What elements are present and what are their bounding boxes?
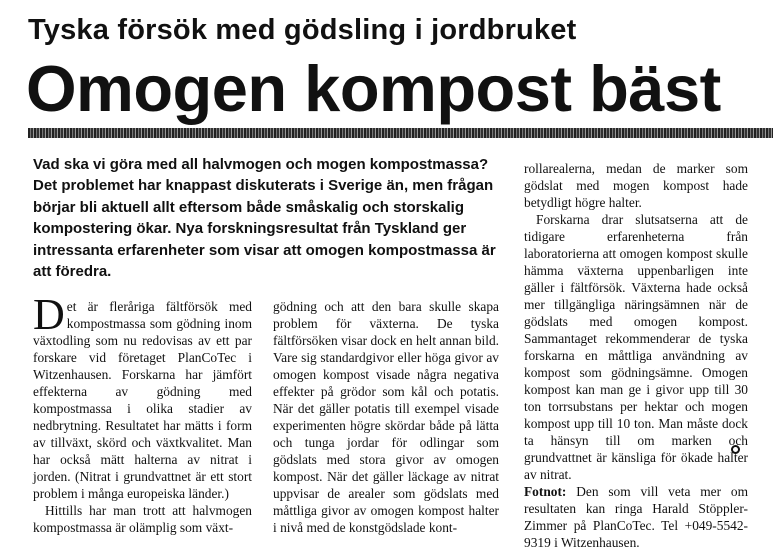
- footnote: [524, 483, 748, 551]
- footnote-text: Den som vill veta mer om resultaten kan ringa Harald Stöppler-Zimmer på PlanCoTec. Tel +049-5542-9319 i Witzenhausen.: [524, 484, 748, 550]
- column-1-text-1: et är fleråriga fältförsök med kompostmassa som gödning inom växtodling som nu redovisas av ett par forskare vid företaget PlanCoTec i Witzenhausen. Forskarna har jämfört effekterna av gödning med kompostmassa i olika stadier av nedbrytning. Resultatet har mätts i form av tillväxt, skörd och växtkvalitet. Man har också mätt halterna av nitrat i jorden. (Nitrat i grundvattnet är ett stort problem i många europeiska länder.): [33, 299, 252, 501]
- column-3-paragraph-1: rollarealerna, medan de marker som gödslat med mogen kompost hade betydligt högre halter.: [524, 161, 748, 210]
- end-mark-icon: [731, 445, 740, 454]
- lead-paragraph: Vad ska vi göra med all halvmogen och mogen kompostmassa? Det problemet har knappast diskuterats i Sverige än, men frågan börjar bli aktuell allt eftersom både småskalig och storskalig kompostering ökar. Nya forskningsresultat från Tyskland ger intressanta erfarenheter som visar att omogen kompostmassa är att föredra.: [33, 156, 496, 281]
- headline-rule: [28, 128, 773, 138]
- drop-cap: D: [33, 290, 65, 339]
- footnote-label: Fotnot:: [524, 484, 567, 499]
- headline: Omogen kompost bäst: [26, 52, 721, 125]
- kicker-heading: Tyska försök med gödsling i jordbruket: [28, 14, 577, 46]
- column-3-paragraph-2: Forskarna drar slutsatserna att de tidigare erfarenheterna från laboratorierna att omogen kompost skulle hämma växterna uppenbarligen inte gäller i fältförsök. Växterna hade också mer tillgängliga näringsämnen när de gödslats med omogen kompost. Sammantaget rekommenderar de tyska forskarna en måttliga användning av kompost som gödningsämne. Omogen kompost kan man ge i givor upp till 30 ton torrsubstans per hektar och mogen kompost upp till 10 ton. Man måste dock ta hänsyn till om marken och grundvattnet är känsliga för ökade halter av nitrat.: [524, 212, 748, 482]
- column-1-paragraph-2: Hittills har man trott att halvmogen kompostmassa är olämplig som växt-: [33, 503, 252, 535]
- column-1-paragraph-1: [33, 290, 252, 502]
- column-2: [273, 298, 499, 536]
- column-1: [33, 290, 252, 536]
- column-3: [524, 160, 748, 551]
- column-2-paragraph-1: gödning och att den bara skulle skapa problem för växterna. De tyska fältförsöken visar dock en helt annan bild. Vare sig standardgivor eller höga givor av omogen kompost visade några negativa effekter på grödor som kål och potatis. När det gäller potatis till exempel visade experimenten högre skördar både på lätta och tunga jordar för odlingar som gödslats med stora givor av omogen kompost. När det gäller läckage av nitrat uppvisar de arealer som gödslats med måttliga givor av omogen kompost halter i nivå med de konstgödslade kont-: [273, 299, 499, 535]
